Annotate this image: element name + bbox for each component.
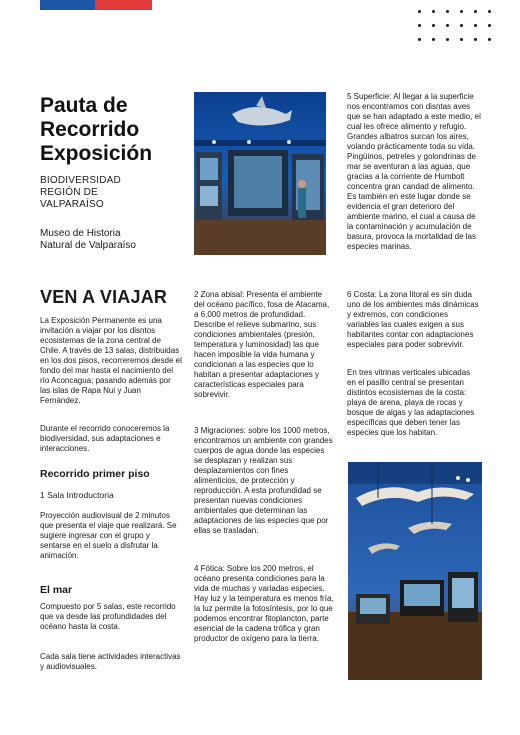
decorative-dot-grid bbox=[418, 10, 498, 50]
decorative-dot bbox=[460, 38, 463, 41]
decorative-dot bbox=[446, 10, 449, 13]
intro-paragraph-2: Durante el recorrido conoceremos la biodiversidad, sus adaptaciones e interacciones. bbox=[40, 424, 170, 453]
flag-stripe-blue bbox=[40, 0, 95, 10]
zone-3-text: 3 Migraciones: sobre los 1000 metros, encontramos un ambiente con grandes cuerpos de agua donde las especies se desplazan y realizan sus desplazamientos con fines alimenticios, de protección y reproducción. A esta profundidad se presentan nuevas condiciones ambientales que determinan las adaptaciones de las especies que por ellas se trasladan. bbox=[194, 426, 333, 535]
title-line-2: Recorrido bbox=[40, 118, 140, 141]
subtitle-line-3: VALPARAÍSO bbox=[40, 199, 104, 210]
exhibit-photo-birds bbox=[348, 462, 482, 680]
museum-line-1: Museo de Historia bbox=[40, 228, 121, 239]
decorative-dot bbox=[418, 38, 421, 41]
sea-paragraph: Compuesto por 5 salas, este recorrido que va desde las profundidades del océano hasta la costa. bbox=[40, 602, 176, 631]
zone-6-text: 6 Costa: La zona litoral es sin duda uno de los ambientes más dinámicas y extremos, con condiciones variables las cuales exigen a sus habitantes contar con adaptaciones especiales para poder sobrevivir. bbox=[347, 290, 479, 349]
decorative-dot bbox=[488, 24, 491, 27]
decorative-dot bbox=[488, 38, 491, 41]
decorative-dot bbox=[488, 10, 491, 13]
intro-paragraph: La Exposición Permanente es una invitación a viajar por los disntos ecosistemas de la zona central de Chile. A través de 13 salas, distribuidas en los dos pisos, recorreremos desde el fondo del mar hasta el nacimiento del río Aconcagua; pasando además por las islas de Rapa Nui y Juan Fernández. bbox=[40, 316, 182, 405]
zone-4-text: 4 Fótica: Sobre los 200 metros, el océano presenta condiciones para la vida de muchas y variadas especies. Hay luz y la temperatura es menos fría, la luz permite la fotosíntesis, por lo que podemos encontrar fitoplancton, parte esencial de la cadena trófica y gran productor de oxígeno para la tierra. bbox=[194, 564, 334, 643]
decorative-dot bbox=[446, 38, 449, 41]
zone-6-text-2: En tres vitrinas verticales ubicadas en el pasillo central se presentan distintos ecosistemas de la costa: playa de arena, playa de rocas y bosque de algas y las adaptaciones específicas que deben tener las especies que los habitan. bbox=[347, 368, 475, 437]
sea-paragraph-2: Cada sala tiene actividades interactivas y audiovisuales. bbox=[40, 652, 181, 671]
title-line-3: Exposición bbox=[40, 142, 153, 165]
decorative-dot bbox=[432, 38, 435, 41]
decorative-dot bbox=[460, 10, 463, 13]
page-title bbox=[40, 94, 190, 166]
decorative-dot bbox=[474, 24, 477, 27]
intro-heading: VEN A VIAJAR bbox=[40, 287, 168, 307]
museum-line-2: Natural de Valparaíso bbox=[40, 240, 136, 251]
decorative-dot bbox=[418, 24, 421, 27]
subtitle bbox=[40, 175, 190, 211]
flag-stripe-red bbox=[95, 0, 152, 10]
decorative-dot bbox=[418, 10, 421, 13]
museum-name bbox=[40, 228, 190, 252]
decorative-dot bbox=[474, 10, 477, 13]
sala1-title: 1 Sala Introductoria bbox=[40, 490, 114, 500]
decorative-dot bbox=[432, 10, 435, 13]
floor1-heading: Recorrido primer piso bbox=[40, 468, 150, 480]
subtitle-line-1: BIODIVERSIDAD bbox=[40, 175, 121, 186]
sea-heading: El mar bbox=[40, 584, 73, 596]
subtitle-line-2: REGIÓN DE bbox=[40, 187, 98, 198]
decorative-dot bbox=[474, 38, 477, 41]
decorative-dot bbox=[446, 24, 449, 27]
zone-2-text: 2 Zona abisal: Presenta el ambiente del océano pacífico, fosa de Atacama, a 6.000 metros de profundidad. Describe el relieve submarino, sus condiciones ambientales (presión, temperatura y luminosidad) las que hacen imposible la vida humana y condicionan a las especies que lo habitan a presentar adaptaciones y características especiales para sobrevivir. bbox=[194, 290, 330, 399]
decorative-dot bbox=[460, 24, 463, 27]
zone-5-text: 5 Superficie: Al llegar a la superficie nos encontramos con disntas aves que se han adaptado a este medio, el cual les ofrece alimento y refugio. Grandes albatros surcan los aires, volando prácticamente toda su vida. Pingüinos, petreles y golondrinas de mar se aventuran a las aguas, que gracias a la corriente de Humbolt concentra gran candad de alimento. Es también en este lugar donde se evidencia el gran deterioro del ambiente marino, el cual a causa de la contaminación y acumulación de basura, provoca la mortalidad de las especies marinas. bbox=[347, 92, 481, 251]
exhibit-photo-shark bbox=[194, 92, 326, 255]
sala1-text: Proyección audiovisual de 2 minutos que presenta el viaje que realizará. Se sugiere ingresar con el grupo y sentarse en el suelo a disfrutar la animación. bbox=[40, 511, 177, 560]
title-line-1: Pauta de bbox=[40, 94, 128, 117]
decorative-dot bbox=[432, 24, 435, 27]
